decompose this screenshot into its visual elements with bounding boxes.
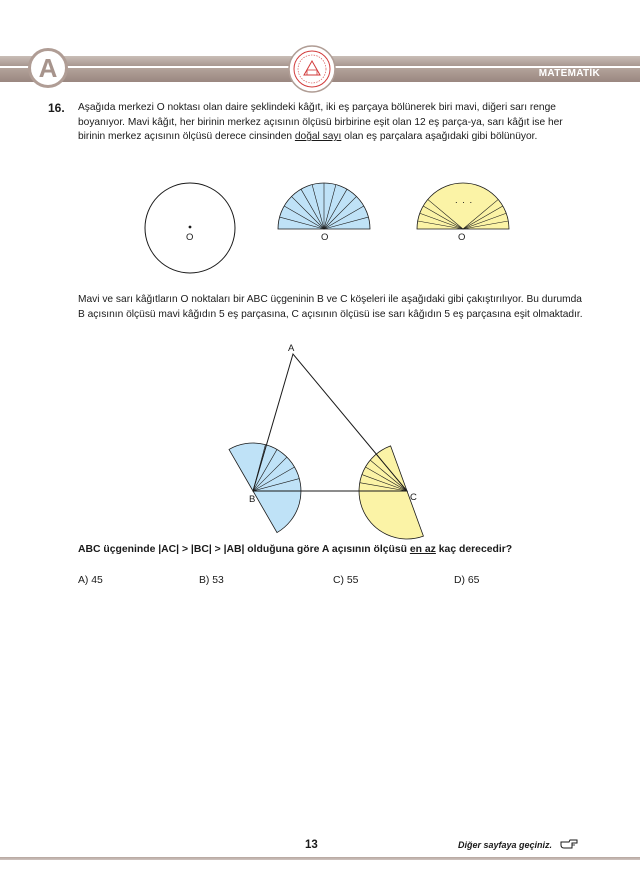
next-page-note: Diğer sayfaya geçiniz.	[458, 840, 553, 850]
footer-line	[0, 857, 640, 860]
blue-semicircle	[278, 183, 370, 229]
subject-title: MATEMATİK	[538, 68, 600, 79]
yellow-semicircle	[417, 183, 509, 229]
circle-center-label: O	[186, 232, 194, 243]
circle-center-dot	[189, 226, 192, 229]
booklet-letter: A	[38, 53, 58, 83]
yellow-dots: . . .	[455, 195, 474, 206]
option-b[interactable]: B) 53	[199, 575, 224, 586]
setup-paragraph: Mavi ve sarı kâğıtların O noktaları bir ABC üçgeninin B ve C köşeleri ile aşağıdaki gibi çakıştırılıyor. Bu durumda B açısının ölçüsü mavi kâğıdın 5 eş parçasına, C açısının ölçüsü ise sarı kâğıdın 5 eş parçasına eşit olmaktadır.	[78, 294, 583, 320]
option-d[interactable]: D) 65	[454, 575, 480, 586]
question-intro: Aşağıda merkezi O noktası olan daire şeklindeki kâğıt, iki eş parçaya bölünerek biri mavi, diğeri sarı renge boyanıyor. Mavi kâğıt, her birinin merkez açısının ölçüsü birbirine eşit olan 12 eş parça-ya, sarı kâğıt ise her birinin merkez açısının ölçüsü derece cinsinden doğal sayı olan eş parçalara aşağıdaki gibi bölünüyor.	[78, 102, 563, 143]
blue-center-label: O	[321, 232, 329, 243]
yellow-center-label: O	[458, 232, 466, 243]
option-c[interactable]: C) 55	[333, 575, 359, 586]
blue-paper-at-b	[229, 443, 301, 533]
vertex-b-label: B	[249, 494, 256, 505]
pointing-hand-icon	[560, 838, 578, 850]
option-a[interactable]: A) 45	[78, 575, 103, 586]
question-prompt: ABC üçgeninde |AC| > |BC| > |AB| olduğuna göre A açısının ölçüsü en az kaç derecedir?	[78, 544, 513, 555]
yellow-semicircle-sector	[417, 183, 509, 229]
question-number: 16.	[48, 101, 65, 115]
vertex-c-label: C	[410, 492, 417, 503]
vertex-a-label: A	[288, 343, 295, 354]
page-number: 13	[305, 839, 318, 851]
